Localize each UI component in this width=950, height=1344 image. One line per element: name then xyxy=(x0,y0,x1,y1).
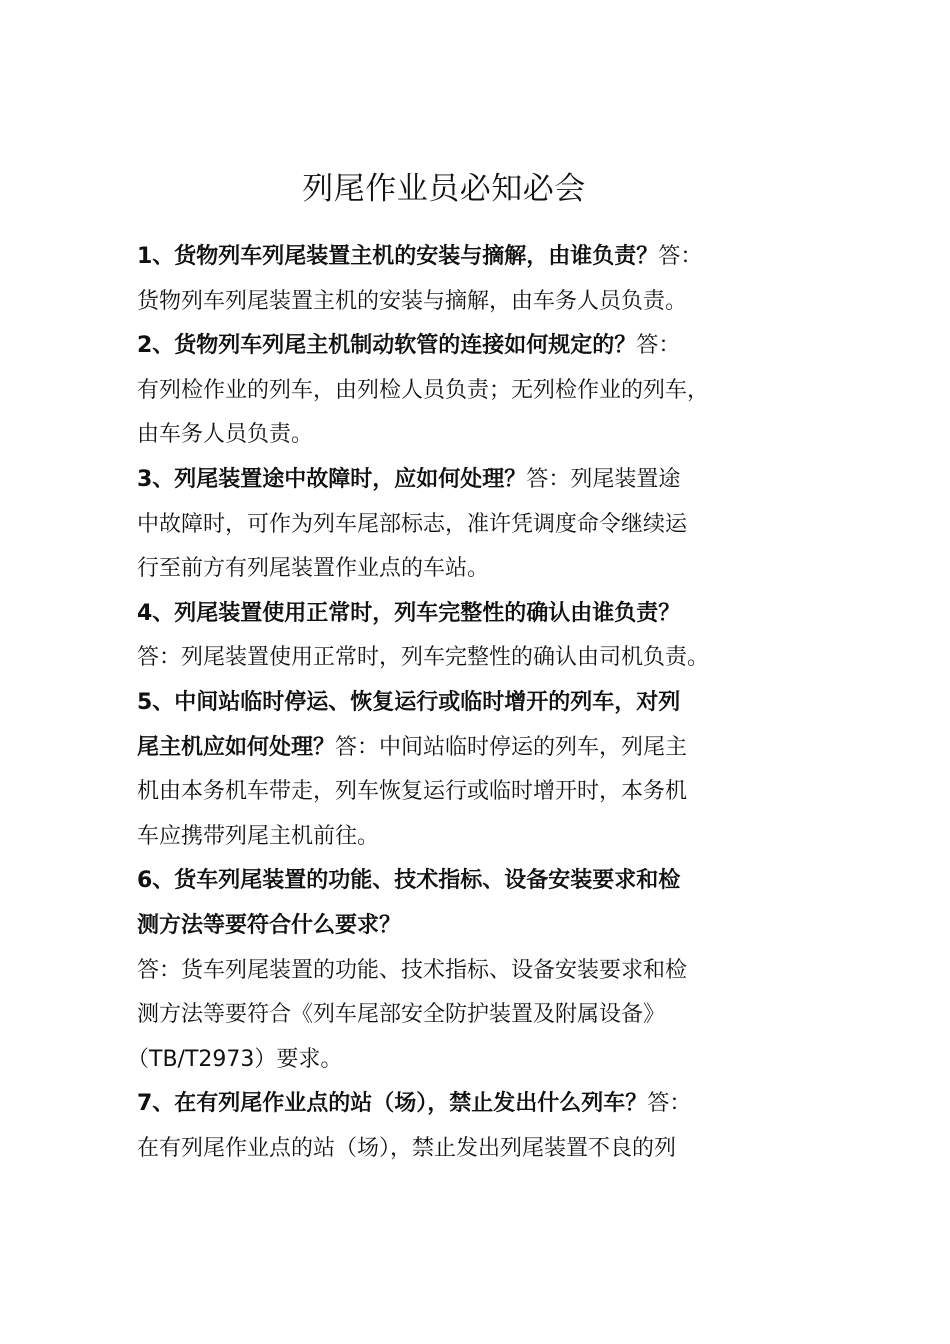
text-line-13 xyxy=(137,770,777,815)
answer-text: 机由本务机车带走，列车恢复运行或临时增开时，本务机 xyxy=(137,779,688,805)
question-text: 尾主机应如何处理？ xyxy=(137,734,336,760)
text-line-19 xyxy=(127,1038,777,1083)
text-line-17 xyxy=(137,949,777,994)
text-line-15 xyxy=(137,859,777,904)
answer-text: 测方法等要符合《列车尾部安全防护装置及附属设备》 xyxy=(137,1002,666,1028)
text-line-3 xyxy=(137,324,777,369)
answer-text: 有列检作业的列车，由列检人员负责；无列检作业的列车， xyxy=(137,377,710,403)
question-text: 7、在有列尾作业点的站（场），禁止发出什么列车？ xyxy=(137,1091,648,1117)
text-line-10 xyxy=(137,636,777,681)
answer-text: 答：列尾装置使用正常时，列车完整性的确认由司机负责。 xyxy=(137,645,710,671)
answer-text: 车应携带列尾主机前往。 xyxy=(137,823,380,849)
answer-text: 答：货车列尾装置的功能、技术指标、设备安装要求和检 xyxy=(137,957,688,983)
text-line-21 xyxy=(137,1127,777,1172)
text-line-8 xyxy=(137,547,777,592)
page-title: 列尾作业员必知必会 xyxy=(302,170,586,207)
text-line-11 xyxy=(137,681,777,726)
text-line-14 xyxy=(137,815,777,860)
answer-text: 答：中间站临时停运的列车，列尾主 xyxy=(335,734,688,760)
question-text: 3、列尾装置途中故障时，应如何处理？ xyxy=(137,466,527,492)
question-text: 4、列尾装置使用正常时，列车完整性的确认由谁负责？ xyxy=(137,600,681,626)
answer-text: 答： xyxy=(636,333,681,359)
question-text: 2、货物列车列尾主机制动软管的连接如何规定的？ xyxy=(137,333,637,359)
text-line-9 xyxy=(137,592,777,637)
text-line-12 xyxy=(137,726,777,771)
qa-content xyxy=(127,235,777,1171)
text-line-5 xyxy=(137,413,777,458)
text-line-18 xyxy=(137,993,777,1038)
answer-text: （TB/T2973）要求。 xyxy=(127,1046,343,1072)
answer-text: 中故障时，可作为列车尾部标志，准许凭调度命令继续运 xyxy=(137,511,688,537)
answer-text: 答： xyxy=(658,244,703,269)
text-line-16 xyxy=(137,904,777,949)
text-line-20 xyxy=(137,1082,777,1127)
question-text: 6、货车列尾装置的功能、技术指标、设备安装要求和检 xyxy=(137,868,681,894)
answer-text: 货物列车列尾装置主机的安装与摘解，由车务人员负责。 xyxy=(137,288,688,314)
question-text: 1、货物列车列尾装置主机的安装与摘解，由谁负责？ xyxy=(137,244,659,269)
text-line-7 xyxy=(137,503,777,548)
text-line-4 xyxy=(137,369,777,414)
text-line-2 xyxy=(137,280,777,325)
answer-text: 由车务人员负责。 xyxy=(137,422,314,448)
answer-text: 答：列尾装置途 xyxy=(526,466,681,492)
text-line-1 xyxy=(137,235,777,280)
question-text: 5、中间站临时停运、恢复运行或临时增开的列车，对列 xyxy=(137,689,681,715)
answer-text: 答： xyxy=(647,1091,692,1117)
answer-text: 在有列尾作业点的站（场），禁止发出列尾装置不良的列 xyxy=(137,1135,677,1161)
text-line-6 xyxy=(137,458,777,503)
answer-text: 行至前方有列尾装置作业点的车站。 xyxy=(137,556,490,582)
question-text: 测方法等要符合什么要求？ xyxy=(137,912,402,938)
